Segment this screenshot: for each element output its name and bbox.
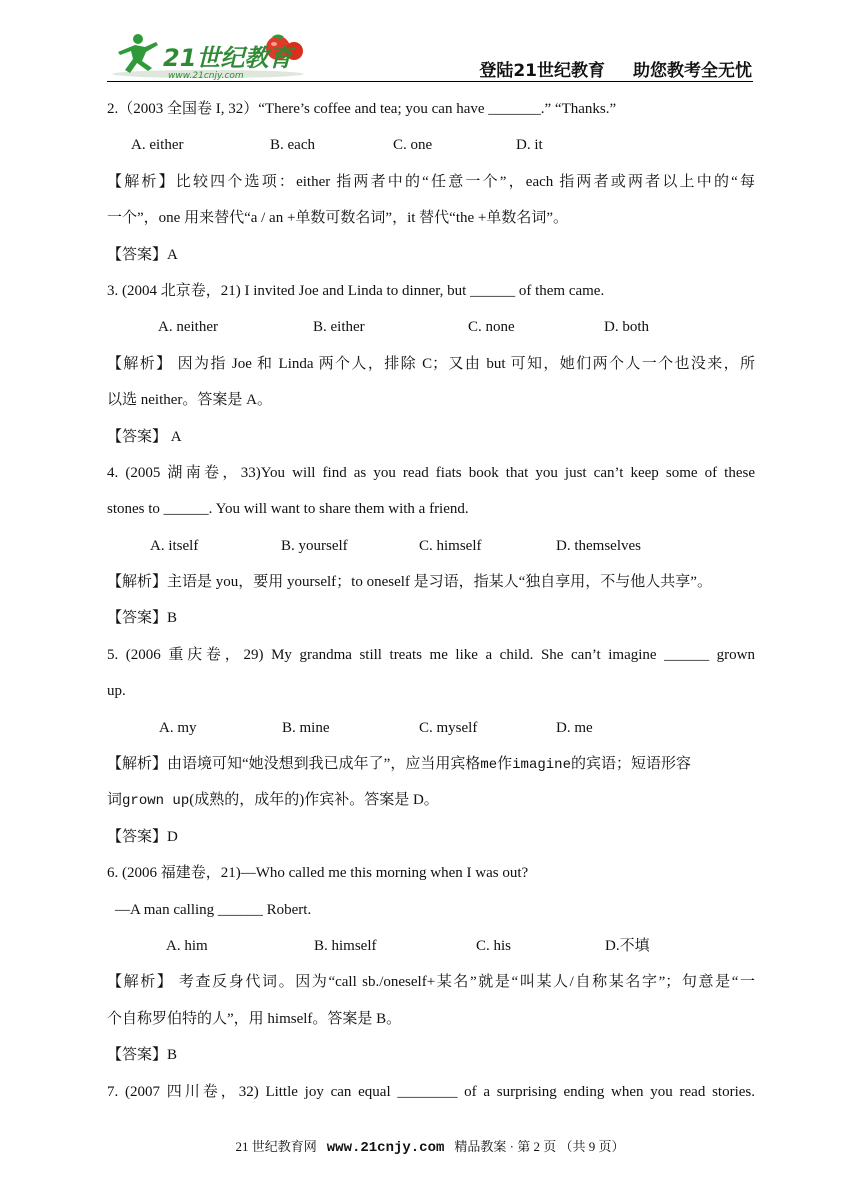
question-5-stem-line-2: up. [107, 683, 126, 700]
question-3-analysis-line-2: 以选 neither。答案是 A。 [107, 392, 272, 409]
footer-site: 21 世纪教育网 [235, 1139, 317, 1154]
footer-url: www.21cnjy.com [326, 1140, 445, 1156]
option-d: D. themselves [556, 537, 641, 554]
question-4-analysis: 【解析】主语是 you，要用 yourself；to oneself 是习语，指某人“独自享用，不与他人共享”。 [107, 574, 712, 591]
question-6-reply: —A man calling ______ Robert. [115, 901, 312, 918]
analysis-term: imagine [512, 757, 571, 774]
question-2-options [107, 127, 755, 163]
option-b: B. mine [282, 719, 330, 736]
question-2-analysis-line-1: 【解析】比较四个选项：either 指两者中的“任意一个”，each 指两者或两者以上中的“每 [107, 173, 755, 190]
option-a: A. my [159, 719, 197, 736]
option-b: B. either [313, 319, 365, 336]
question-2-analysis-line-2: 一个”，one 用来替代“a / an +单数可数名词”，it 替代“the +单数名词”。 [107, 210, 569, 227]
question-3-answer: 【答案】 A [107, 428, 182, 445]
option-b: B. yourself [281, 537, 348, 554]
option-a: A. itself [150, 537, 199, 554]
question-5-analysis-line-1 [107, 746, 755, 782]
analysis-text: 作 [497, 756, 513, 773]
runner-icon [118, 34, 158, 73]
document-body [107, 91, 755, 1110]
option-d: D. it [516, 137, 543, 154]
question-4-options [107, 528, 755, 564]
question-5-answer: 【答案】D [107, 828, 178, 845]
question-6-options [107, 928, 755, 964]
question-5-stem-line-1: 5. (2006 重庆卷，29) My grandma still treats me like a child. She can’t imagine ______ grown [107, 646, 755, 663]
option-d: D. me [556, 719, 593, 736]
option-a: A. him [166, 937, 208, 954]
question-3-stem: 3. (2004 北京卷，21) I invited Joe and Linda to dinner, but ______ of them came. [107, 282, 605, 299]
analysis-term: grown up [122, 793, 190, 810]
question-2-stem: 2.（2003 全国卷 I, 32）“There’s coffee and tea; you can have _______.” “Thanks.” [107, 101, 617, 117]
question-3-options [107, 309, 755, 345]
option-b: B. each [270, 137, 315, 154]
analysis-term: me [480, 757, 498, 774]
footer-page-info: 精品教案 · 第 2 页 （共 9 页） [454, 1139, 625, 1154]
question-4-stem-line-2: stones to ______. You will want to share them with a friend. [107, 501, 469, 518]
analysis-text: 的宾语；短语形容 [570, 756, 691, 773]
question-6-stem: 6. (2006 福建卷，21)—Who called me this morning when I was out? [107, 865, 529, 882]
question-3-analysis-line-1: 【解析】 因为指 Joe 和 Linda 两个人，排除 C；又由 but 可知，她们两个人一个也没来，所 [107, 355, 755, 372]
slogan-right: 助您教考全无忧 [633, 61, 752, 81]
option-a: A. neither [158, 319, 218, 336]
page-footer [0, 1136, 860, 1156]
analysis-text: 【解析】由语境可知“她没想到我已成年了”，应当用宾格 [107, 756, 481, 773]
option-c: C. myself [419, 719, 478, 736]
option-c: C. one [393, 137, 433, 154]
page-header [0, 0, 860, 84]
option-d: D.不填 [605, 937, 650, 954]
logo-text: 21世纪教育 [163, 44, 293, 72]
question-5-analysis-line-2 [107, 782, 755, 818]
question-6-analysis-line-2: 个自称罗伯特的人”，用 himself。答案是 B。 [107, 1010, 402, 1027]
slogan-left: 登陆21世纪教育 [479, 61, 605, 81]
option-b: B. himself [314, 937, 377, 954]
question-5-options [107, 710, 755, 746]
logo-url: www.21cnjy.com [168, 71, 244, 81]
option-a: A. either [131, 137, 184, 154]
option-c: C. himself [419, 537, 482, 554]
header-rule [107, 81, 753, 82]
question-4-stem-line-1: 4. (2005 湖南卷，33)You will find as you read fiats book that you just can’t keep some of these [107, 464, 755, 481]
question-6-answer: 【答案】B [107, 1047, 178, 1064]
question-6-analysis-line-1: 【解析】 考查反身代词。因为“call sb./oneself+某名”就是“叫某人/自称某名字”；句意是“一 [107, 974, 755, 991]
option-c: C. his [476, 937, 512, 954]
question-4-answer: 【答案】B [107, 610, 178, 627]
header-slogan [479, 56, 752, 81]
site-logo [108, 30, 308, 82]
option-c: C. none [468, 319, 515, 336]
option-d: D. both [604, 319, 649, 336]
analysis-text: 词 [107, 792, 123, 809]
question-7-stem: 7. (2007 四川卷，32) Little joy can equal ________ of a surprising ending when you read stories. [107, 1083, 755, 1100]
question-2-answer: 【答案】A [107, 246, 178, 263]
analysis-text: (成熟的，成年的)作宾补。答案是 D。 [189, 792, 439, 809]
